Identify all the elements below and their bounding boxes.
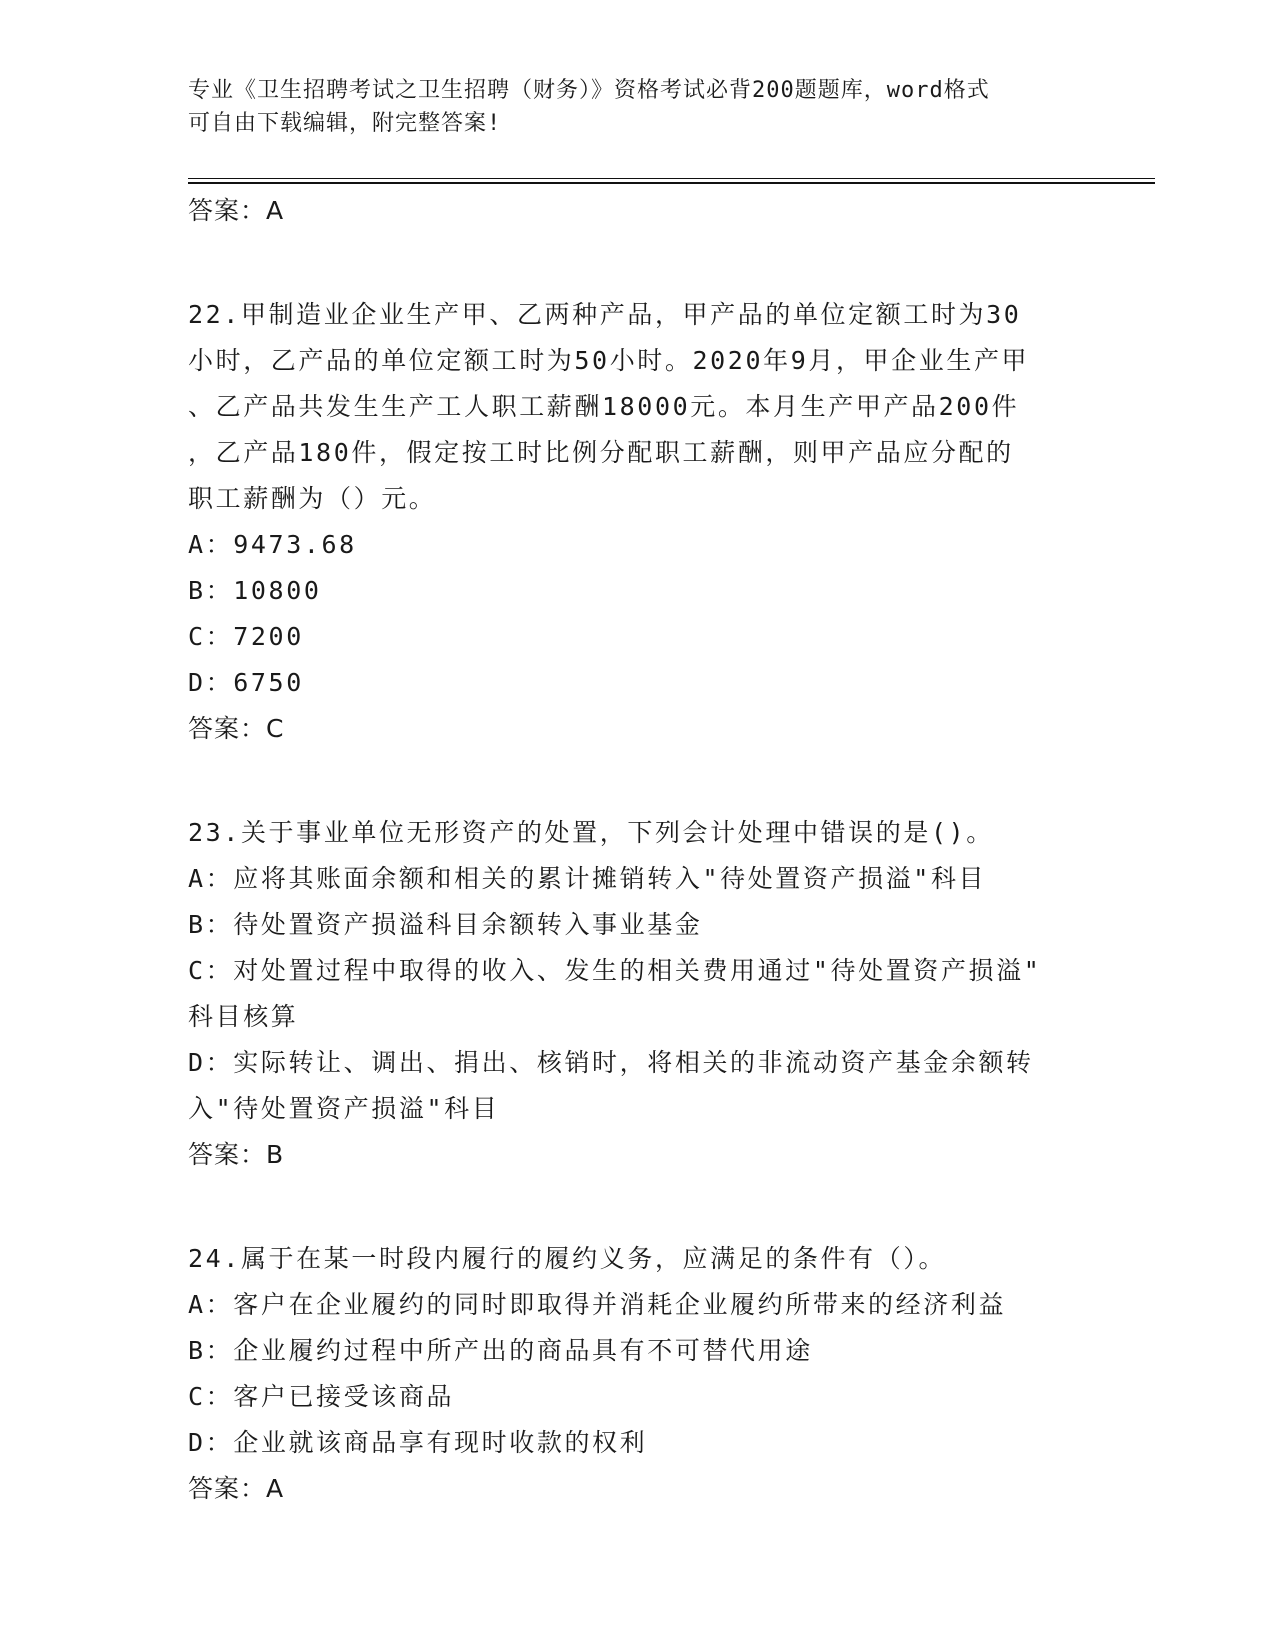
- question-22: [188, 292, 1088, 752]
- option-c: C：对处置过程中取得的收入、发生的相关费用通过"待处置资产损溢": [188, 956, 1042, 985]
- option-d: D：实际转让、调出、捐出、核销时，将相关的非流动资产基金余额转: [188, 1048, 1034, 1077]
- question-text-line: 24.属于在某一时段内履行的履约义务，应满足的条件有（）。: [188, 1244, 947, 1273]
- document-header: [188, 74, 1088, 140]
- previous-answer: 答案：A: [188, 196, 285, 225]
- header-divider-thick: [188, 182, 1155, 184]
- option-c: C：客户已接受该商品: [188, 1382, 455, 1411]
- header-divider-thin: [188, 178, 1155, 179]
- question-24: [188, 1236, 1088, 1512]
- header-title-line-2: 可自由下载编辑，附完整答案!: [188, 111, 502, 136]
- answer: 答案：B: [188, 1140, 285, 1169]
- option-a: A：应将其账面余额和相关的累计摊销转入"待处置资产损溢"科目: [188, 864, 987, 893]
- answer: 答案：A: [188, 1474, 285, 1503]
- option-d: D：企业就该商品享有现时收款的权利: [188, 1428, 648, 1457]
- option-b: B：企业履约过程中所产出的商品具有不可替代用途: [188, 1336, 813, 1365]
- option-d-continued: 入"待处置资产损溢"科目: [188, 1094, 500, 1123]
- option-c: C：7200: [188, 622, 304, 651]
- question-text-line: 职工薪酬为（）元。: [188, 484, 437, 513]
- question-23: [188, 810, 1088, 1178]
- question-text-line: ，乙产品180件，假定按工时比例分配职工薪酬，则甲产品应分配的: [188, 438, 1014, 467]
- question-text-line: 、乙产品共发生生产工人职工薪酬18000元。本月生产甲产品200件: [188, 392, 1020, 421]
- question-text-line: 23.关于事业单位无形资产的处置，下列会计处理中错误的是()。: [188, 818, 994, 847]
- option-b: B：10800: [188, 576, 322, 605]
- question-list: [188, 188, 1088, 1512]
- question-text-line: 22.甲制造业企业生产甲、乙两种产品，甲产品的单位定额工时为30: [188, 300, 1022, 329]
- question-text-line: 小时，乙产品的单位定额工时为50小时。2020年9月，甲企业生产甲: [188, 346, 1030, 375]
- answer: 答案：C: [188, 714, 285, 743]
- option-b: B：待处置资产损溢科目余额转入事业基金: [188, 910, 703, 939]
- option-a: A：9473.68: [188, 530, 357, 559]
- header-title-line-1: 专业《卫生招聘考试之卫生招聘（财务）》资格考试必背200题题库，word格式: [188, 78, 990, 103]
- option-a: A：客户在企业履约的同时即取得并消耗企业履约所带来的经济利益: [188, 1290, 1007, 1319]
- option-d: D：6750: [188, 668, 304, 697]
- option-c-continued: 科目核算: [188, 1002, 299, 1031]
